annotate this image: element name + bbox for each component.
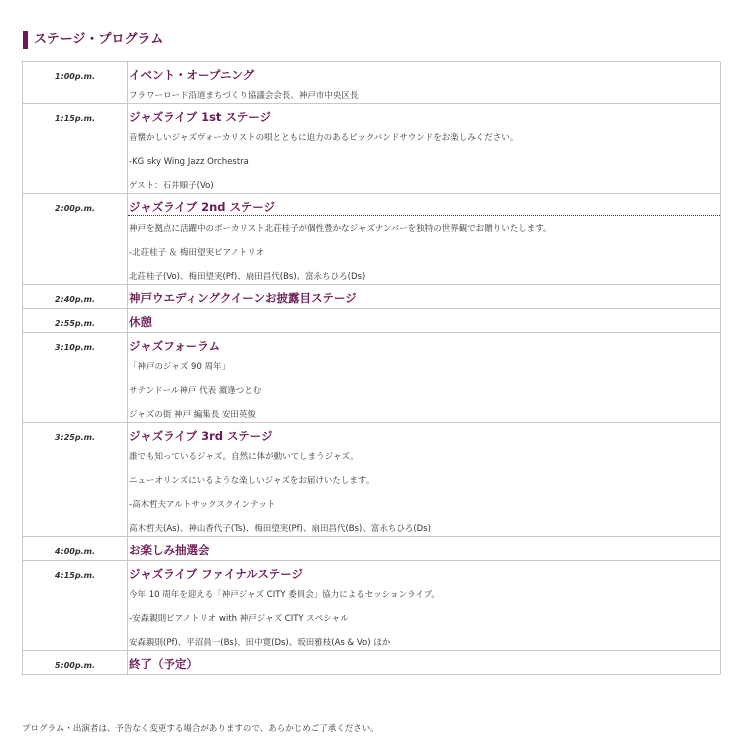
program-title: ジャズライブ 3rd ステージ — [129, 429, 273, 443]
program-detail-line: フラワーロード沿道まちづくり協議会会長、神戸市中央区長 — [129, 91, 359, 101]
program-content — [128, 423, 721, 537]
program-time: 2:00p.m. — [23, 194, 128, 285]
program-title: 終了（予定） — [129, 657, 198, 671]
program-detail-line: 今年 10 周年を迎える「神戸ジャズ CITY 委員会」協力によるセッションライブ。 — [129, 590, 440, 600]
program-content — [128, 333, 721, 423]
program-detail-line: -北荘桂子 ＆ 梅田望実ピアノトリオ — [129, 248, 265, 258]
program-time: 2:40p.m. — [23, 285, 128, 309]
program-time: 4:15p.m. — [23, 561, 128, 651]
program-title: イベント・オープニング — [129, 68, 255, 82]
program-detail-line: -KG sky Wing Jazz Orchestra — [129, 157, 249, 167]
program-title: ジャズライブ 1st ステージ — [129, 110, 271, 124]
program-detail-line: -安森親則ピアノトリオ with 神戸ジャズ CITY スペシャル — [129, 614, 349, 624]
program-title: 休憩 — [129, 315, 152, 329]
program-detail-line: 高木哲夫(As)、神山香代子(Ts)、梅田望実(Pf)、扇田昌代(Bs)、富永ちひろ(Ds) — [129, 524, 431, 534]
disclaimer-note: プログラム・出演者は、予告なく変更する場合がありますので、あらかじめご了承ください。 — [22, 724, 379, 734]
program-content — [128, 194, 721, 285]
program-detail-line: 「神戸のジャズ 90 周年」 — [129, 362, 231, 372]
program-row — [23, 104, 721, 194]
program-title: ジャズライブ ファイナルステージ — [129, 567, 303, 581]
program-title: ジャズフォーラム — [129, 339, 221, 353]
program-detail-line: サテンドール神戸 代表 濵逢つとむ — [129, 386, 262, 396]
program-detail-line: ゲスト：石井順子(Vo) — [129, 181, 214, 191]
program-detail-line: ジャズの街 神戸 編集長 安田英俊 — [129, 410, 256, 420]
program-time: 1:15p.m. — [23, 104, 128, 194]
program-content — [128, 104, 721, 194]
program-content — [128, 285, 721, 309]
section-heading: ステージ・プログラム — [23, 31, 163, 49]
program-detail-line: 誰でも知っているジャズ。自然に体が動いてしまうジャズ。 — [129, 452, 359, 462]
program-title: 神戸ウエディングクイーンお披露目ステージ — [129, 291, 357, 305]
program-content — [128, 537, 721, 561]
program-time: 4:00p.m. — [23, 537, 128, 561]
program-title: お楽しみ抽選会 — [129, 543, 210, 557]
program-content — [128, 561, 721, 651]
program-detail-line: ニューオリンズにいるような楽しいジャズをお届けいたします。 — [129, 476, 375, 486]
program-time: 5:00p.m. — [23, 651, 128, 675]
program-detail-line: -高木哲夫アルトサックスクインテット — [129, 500, 276, 510]
program-content — [128, 62, 721, 104]
program-title: ジャズライブ 2nd ステージ — [128, 194, 720, 216]
program-table — [22, 61, 721, 675]
program-time: 2:55p.m. — [23, 309, 128, 333]
program-row — [23, 423, 721, 537]
program-row — [23, 194, 721, 285]
program-row — [23, 285, 721, 309]
program-detail-line: 北荘桂子(Vo)、梅田望実(Pf)、扇田昌代(Bs)、富永ちひろ(Ds) — [129, 272, 366, 282]
program-content — [128, 309, 721, 333]
program-row — [23, 333, 721, 423]
program-row — [23, 537, 721, 561]
program-row — [23, 561, 721, 651]
program-time: 1:00p.m. — [23, 62, 128, 104]
program-time: 3:25p.m. — [23, 423, 128, 537]
program-row — [23, 651, 721, 675]
program-content — [128, 651, 721, 675]
program-row — [23, 62, 721, 104]
program-detail-line: 音懐かしいジャズヴォーカリストの唄とともに迫力のあるビックバンドサウンドをお楽しみください。 — [129, 133, 519, 143]
program-row — [23, 309, 721, 333]
program-detail-line: 神戸を拠点に活躍中のボーカリスト北荘桂子が個性豊かなジャズナンバーを独特の世界観でお贈りいたします。 — [129, 224, 552, 234]
program-detail-line: 安森親則(Pf)、平沼員一(Bs)、田中寛(Ds)、坂田雅枝(As & Vo) ほか — [129, 638, 391, 648]
program-time: 3:10p.m. — [23, 333, 128, 423]
